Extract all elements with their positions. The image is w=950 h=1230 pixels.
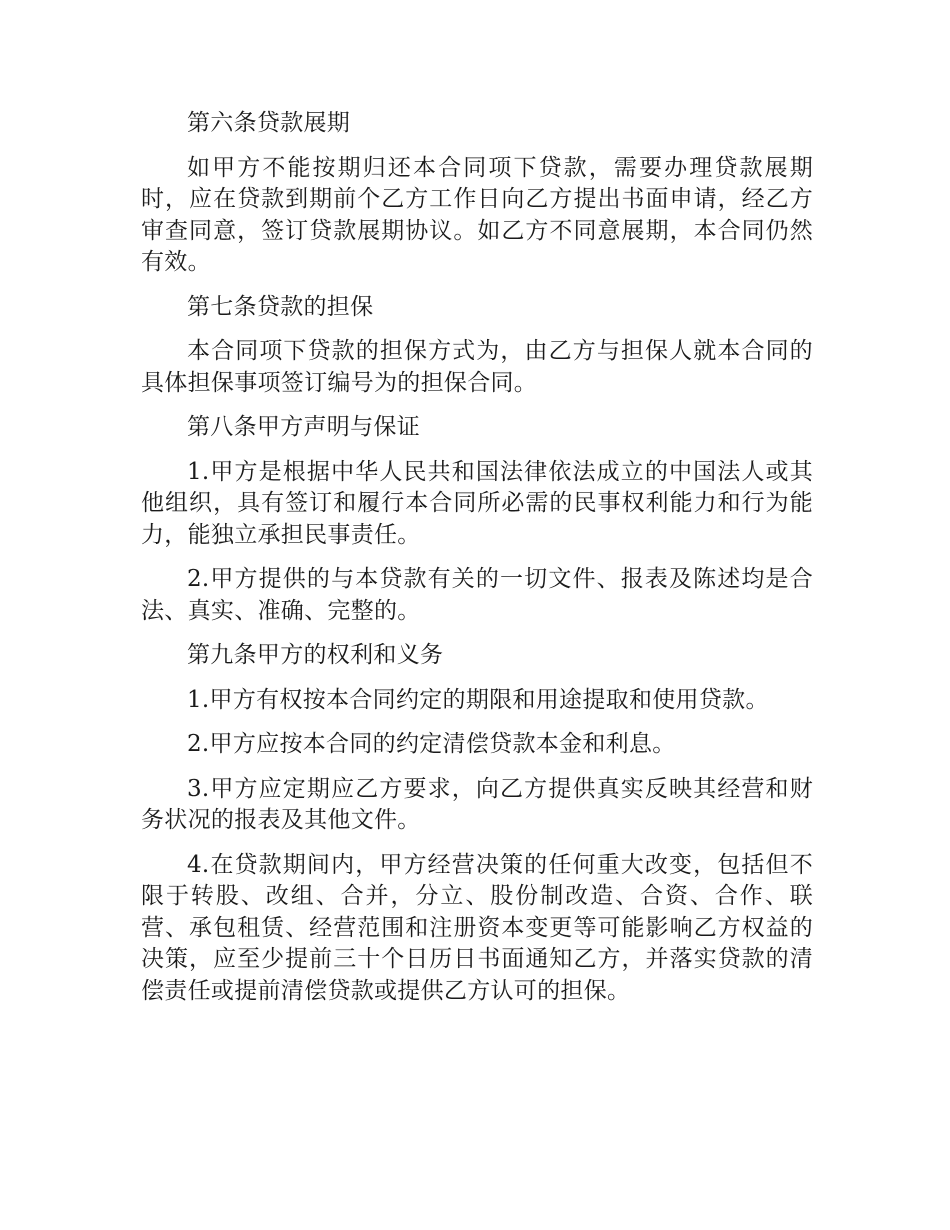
article-9-item-1: 1.甲方有权按本合同约定的期限和用途提取和使用贷款。 [187, 686, 769, 713]
article-7-paragraph: 本合同项下贷款的担保方式为，由乙方与担保人就本合同的具体担保事项签订编号为的担保合同。 [141, 338, 813, 396]
article-8-item-2: 2.甲方提供的与本贷款有关的一切文件、报表及陈述均是合法、真实、准确、完整的。 [141, 566, 813, 624]
article-9-item-2: 2.甲方应按本合同的约定清偿贷款本金和利息。 [187, 731, 676, 757]
article-8-item-1: 1.甲方是根据中华人民共和国法律依法成立的中国法人或其他组织，具有签订和履行本合同所必需的民事权利能力和行为能力，能独立承担民事责任。 [141, 458, 813, 548]
article-9-heading: 第九条甲方的权利和义务 [187, 642, 444, 668]
article-6-heading: 第六条贷款展期 [187, 110, 351, 136]
article-9-item-4: 4.在贷款期间内，甲方经营决策的任何重大改变，包括但不限于转股、改组、合并，分立、股份制改造、合资、合作、联营、承包租赁、经营范围和注册资本变更等可能影响乙方权益的决策，应至少提前三十个日历日书面通知乙方，并落实贷款的清偿责任或提前清偿贷款或提供乙方认可的担保。 [141, 851, 813, 1004]
document-body [141, 108, 813, 1020]
article-6-paragraph: 如甲方不能按期归还本合同项下贷款，需要办理贷款展期时，应在贷款到期前个乙方工作日向乙方提出书面申请，经乙方审查同意，签订贷款展期协议。如乙方不同意展期，本合同仍然有效。 [141, 154, 813, 275]
article-8-heading: 第八条甲方声明与保证 [187, 414, 420, 440]
article-7-heading: 第七条贷款的担保 [187, 293, 374, 320]
article-9-item-3: 3.甲方应定期应乙方要求，向乙方提供真实反映其经营和财务状况的报表及其他文件。 [141, 775, 813, 833]
